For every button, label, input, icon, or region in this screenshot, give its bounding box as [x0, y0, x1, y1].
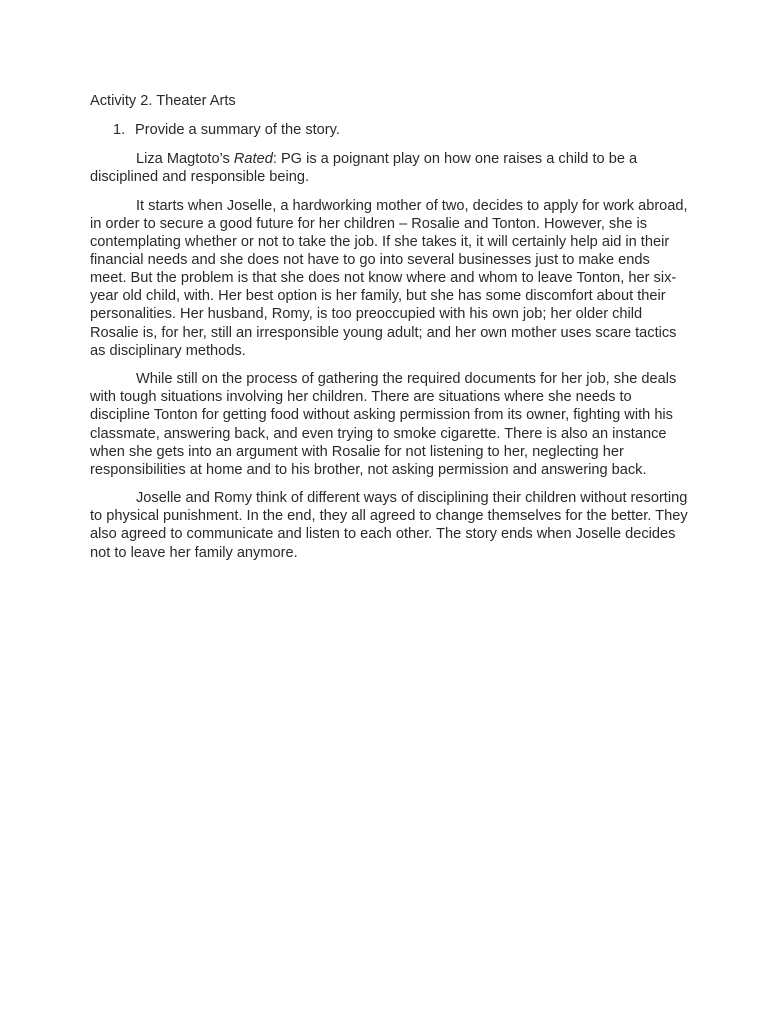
list-number: 1.: [113, 122, 126, 139]
intro-text-end: : PG is a poignant play on how one raises a child to be a disciplined and responsible being.: [90, 151, 638, 186]
list-item: [90, 121, 690, 139]
play-title-italic: Rated: [233, 151, 273, 168]
list-item-text: Provide a summary of the story.: [135, 122, 340, 139]
paragraph-conflict: While still on the process of gathering the required documents for her job, she deals with tough situations involving her children. There are situations where she needs to discipline Tonton for getting food without asking permission from its owner, fighting with his classmate, answering back, and even trying to smoke cigarette. There is also an instance when she gets into an argument with Rosalie for not listening to her, neglecting her responsibilities at home and to his brother, not asking permission and answering back.: [90, 371, 677, 478]
document-page: [90, 92, 690, 572]
document-heading: Activity 2. Theater Arts: [90, 93, 236, 109]
paragraph-plot: It starts when Joselle, a hardworking mother of two, decides to apply for work abroad, in order to secure a good future for her children – Rosalie and Tonton. However, she is contemplating whether or not to take the job. If she takes it, it will certainly help aid in their financial needs and she does not have to go into several businesses just to make ends meet. But the problem is that she does not know where and whom to leave Tonton, her six-year old child, with. Her best option is her family, but she has some discomfort about their personalities. Her husband, Romy, is too preoccupied with his own job; her older child Rosalie is, for her, still an irresponsible young adult; and her own mother uses scare tactics as disciplinary methods.: [90, 197, 688, 359]
paragraph-intro: [90, 150, 690, 186]
paragraph-ending: Joselle and Romy think of different ways of disciplining their children without resorting to physical punishment. In the end, they all agreed to change themselves for the better. They also agreed to communicate and listen to each other. The story ends when Joselle decides not to leave her family anymore.: [90, 490, 688, 561]
intro-text-start: Liza Magtoto’s: [136, 151, 234, 168]
